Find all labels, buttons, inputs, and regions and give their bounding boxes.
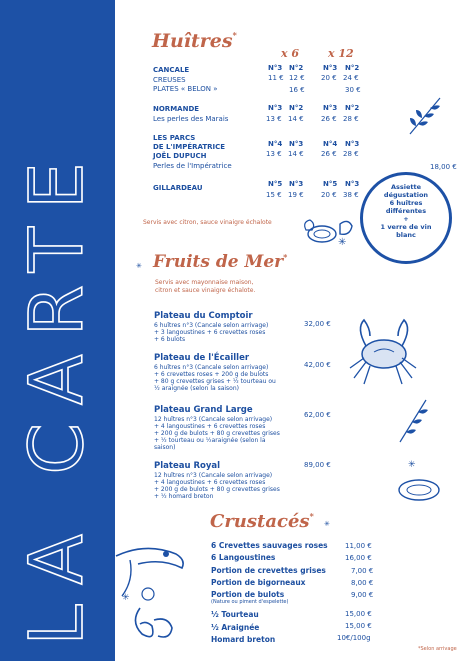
seaweed-icon <box>406 92 446 138</box>
price-cell: 15 € <box>266 191 282 199</box>
oyster-name: GILLARDEAU <box>153 184 203 192</box>
crustaces-title: Crustacés* <box>210 511 314 532</box>
crustace-price: 10€/100g <box>337 634 371 642</box>
crustace-name: ½ Araignée <box>211 623 260 632</box>
fruits-note: citron et sauce vinaigre échalote. <box>155 287 256 294</box>
crustace-name: ½ Tourteau <box>211 610 259 619</box>
platter-name: Plateau Grand Large <box>154 405 253 415</box>
header-x12: x 12 <box>328 47 354 60</box>
size-label: N°5 <box>268 180 283 188</box>
size-label: N°2 <box>345 64 360 72</box>
price-cell: 13 € <box>266 115 282 123</box>
price-cell: 20 € <box>321 74 337 82</box>
price-cell: 12 € <box>289 74 305 82</box>
price-cell: 13 € <box>266 150 282 158</box>
size-label: N°3 <box>345 180 360 188</box>
crustace-price: 8,00 € <box>351 579 374 587</box>
platter-name: Plateau de l'Écailler <box>154 353 250 363</box>
platter-desc: 12 huîtres n°3 (Cancale selon arrivage) <box>154 472 273 479</box>
oyster-name: DE L'IMPÉRATRICE <box>153 143 226 151</box>
oyster-subname: CREUSES <box>153 76 186 84</box>
price-cell: 16 € <box>289 86 305 94</box>
size-label: N°3 <box>289 140 304 148</box>
crustace-name: Portion de bulots <box>211 590 285 599</box>
price-cell: 38 € <box>343 191 359 199</box>
size-label: N°2 <box>289 64 304 72</box>
oyster-shell-icon <box>395 476 445 506</box>
crustace-price: 16,00 € <box>345 554 372 562</box>
size-label: N°4 <box>268 140 283 148</box>
price-cell: 14 € <box>288 150 304 158</box>
platter-desc: 6 huîtres n°3 (Cancale selon arrivage) <box>154 364 269 371</box>
crustace-price: 15,00 € <box>345 622 372 630</box>
oyster-name: CANCALE <box>153 66 190 74</box>
size-label: N°3 <box>289 180 304 188</box>
platter-desc: ½ araignée (selon la saison) <box>154 385 239 392</box>
platter-price: 42,00 € <box>304 361 331 369</box>
size-label: N°4 <box>323 140 338 148</box>
crab-icon <box>344 312 434 392</box>
platter-desc: + 3 langoustines + 6 crevettes roses <box>154 329 266 336</box>
size-label: N°3 <box>268 104 283 112</box>
star-icon: ✳ <box>338 237 347 248</box>
oyster-name: NORMANDE <box>153 105 200 113</box>
header-x6: x 6 <box>281 47 300 60</box>
oyster-subname: PLATES « BELON » <box>153 85 218 93</box>
platter-desc: + 6 bulots <box>154 336 186 343</box>
star-icon: ✳ <box>122 593 130 603</box>
platter-desc: + 4 langoustines + 6 crevettes roses <box>154 423 266 430</box>
price-cell: 28 € <box>343 115 359 123</box>
crustace-name: Portion de crevettes grises <box>211 566 326 575</box>
platter-desc: + 6 crevettes roses + 200 g de bulots <box>154 371 269 378</box>
price-cell: 19 € <box>288 191 304 199</box>
oyster-shell-icon <box>300 210 360 250</box>
crustace-sub: (Nature ou piment d'espelette) <box>211 599 289 605</box>
size-label: N°5 <box>323 180 338 188</box>
crustace-price: 9,00 € <box>351 591 374 599</box>
platter-desc: + 4 langoustines + 6 crevettes roses <box>154 479 266 486</box>
brand-title: LA CARTE <box>14 144 100 646</box>
price-cell: 24 € <box>343 74 359 82</box>
platter-desc: + 200 g de bulots + 80 g crevettes grises <box>154 486 280 493</box>
star-icon: ✳ <box>324 520 330 528</box>
platter-desc: saison) <box>154 444 176 451</box>
platter-price: 62,00 € <box>304 411 331 419</box>
footnote: *Selon arrivage <box>418 646 457 652</box>
price-cell: 11 € <box>268 74 284 82</box>
price-cell: 30 € <box>345 86 361 94</box>
platter-desc: 12 huîtres n°3 (Cancale selon arrivage) <box>154 416 273 423</box>
fruits-title: Fruits de Mer* <box>153 252 288 272</box>
huitres-title: Huîtres* <box>152 30 237 52</box>
price-cell: 20 € <box>321 191 337 199</box>
crustace-name: Homard breton <box>211 635 276 644</box>
size-label: N°3 <box>323 104 338 112</box>
platter-name: Plateau du Comptoir <box>154 311 253 321</box>
size-label: N°3 <box>323 64 338 72</box>
platter-desc: + 200 g de bulots + 80 g crevettes grises <box>154 430 280 437</box>
crustace-name: 6 Langoustines <box>211 553 276 562</box>
size-label: N°3 <box>345 140 360 148</box>
star-icon: ✳ <box>136 262 142 270</box>
size-label: N°3 <box>268 64 283 72</box>
crustace-name: Portion de bigorneaux <box>211 578 306 587</box>
price-cell: 26 € <box>321 150 337 158</box>
seaweed-icon <box>396 396 436 446</box>
tasting-price: 18,00 € <box>430 163 457 171</box>
oyster-subname: Les perles des Marais <box>153 115 229 123</box>
platter-price: 89,00 € <box>304 461 331 469</box>
crustace-name: 6 Crevettes sauvages roses <box>211 541 328 550</box>
oyster-name: JOËL DUPUCH <box>153 152 207 160</box>
oyster-subname: Perles de l'Impératrice <box>153 162 232 170</box>
crustace-price: 15,00 € <box>345 610 372 618</box>
oyster-name: LES PARCS <box>153 134 196 142</box>
huitres-note: Servis avec citron, sauce vinaigre échalote <box>143 219 272 226</box>
platter-desc: + 80 g crevettes grises + ½ tourteau ou <box>154 378 276 385</box>
tasting-text: Assiette dégustation 6 huîtres différentes + 1 verre de vin blanc <box>380 183 432 239</box>
size-label: N°2 <box>345 104 360 112</box>
platter-desc: + ½ tourteau ou ½araignée (selon la <box>154 437 266 444</box>
fruits-note: Servis avec mayonnaise maison, <box>155 279 254 286</box>
platter-desc: + ½ homard breton <box>154 493 214 500</box>
crustace-price: 7,00 € <box>351 567 374 575</box>
platter-price: 32,00 € <box>304 320 331 328</box>
star-icon: ✳ <box>408 460 416 470</box>
size-label: N°2 <box>289 104 304 112</box>
platter-name: Plateau Royal <box>154 461 221 471</box>
price-cell: 26 € <box>321 115 337 123</box>
platter-desc: 6 huîtres n°3 (Cancale selon arrivage) <box>154 322 269 329</box>
price-cell: 14 € <box>288 115 304 123</box>
crustace-price: 11,00 € <box>345 542 372 550</box>
price-cell: 28 € <box>343 150 359 158</box>
